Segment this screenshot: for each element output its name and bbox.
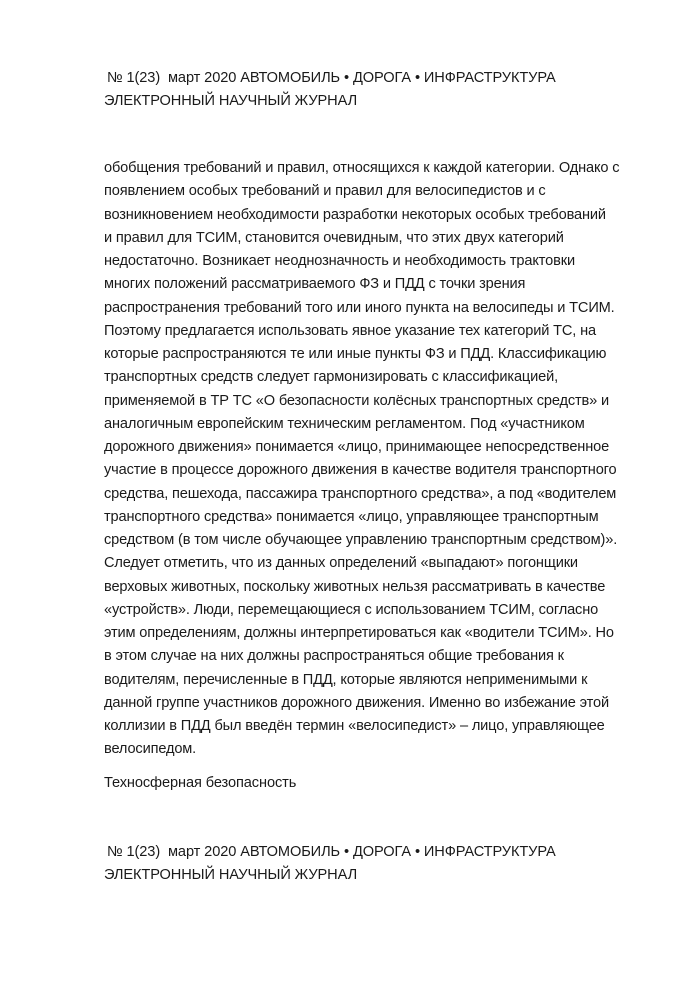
paragraph-line: транспортного средства» понимается «лицо, управляющее транспортным <box>104 508 599 525</box>
paragraph-line: транспортных средств следует гармонизировать с классификацией, <box>104 369 559 386</box>
paragraph-line: велосипедом. <box>104 741 197 758</box>
paragraph-line: Поэтому предлагается использовать явное указание тех категорий ТС, на <box>104 322 596 339</box>
paragraph-line: аналогичным европейским техническим регламентом. Под «участником <box>104 415 585 432</box>
paragraph-line: «устройств». Люди, перемещающиеся с использованием ТСИМ, согласно <box>104 601 599 618</box>
paragraph-line: участие в процессе дорожного движения в качестве водителя транспортного <box>104 462 617 479</box>
journal-header-next-page <box>104 841 556 887</box>
article-paragraph <box>104 157 619 762</box>
paragraph-line: коллизии в ПДД был введён термин «велосипедист» – лицо, управляющее <box>104 718 605 734</box>
section-label: Техносферная безопасность <box>104 775 297 791</box>
issue-line: № 1(23) март 2020 АВТОМОБИЛЬ • ДОРОГА • ИНФРАСТРУКТУРА <box>107 70 556 86</box>
paragraph-line: водителям, перечисленные в ПДД, которые являются неприменимыми к <box>104 671 588 688</box>
paragraph-line: средством (в том числе обучающее управлению транспортным средством)». <box>104 532 618 548</box>
paragraph-line: Следует отметить, что из данных определений «выпадают» погонщики <box>104 555 578 572</box>
paragraph-line: применяемой в ТР ТС «О безопасности колёсных транспортных средств» и <box>104 392 610 409</box>
paragraph-line: данной группе участников дорожного движения. Именно во избежание этой <box>104 694 609 711</box>
journal-header <box>104 67 556 113</box>
paragraph-line: обобщения требований и правил, относящихся к каждой категории. Однако с <box>104 160 620 176</box>
issue-line: № 1(23) март 2020 АВТОМОБИЛЬ • ДОРОГА • ИНФРАСТРУКТУРА <box>107 844 556 860</box>
journal-title: ЭЛЕКТРОННЫЙ НАУЧНЫЙ ЖУРНАЛ <box>104 93 358 109</box>
paragraph-line: этим определениям, должны интерпретироваться как «водители ТСИМ». Но <box>104 625 614 641</box>
paragraph-line: в этом случае на них должны распространяться общие требования к <box>104 648 564 665</box>
paragraph-line: недостаточно. Возникает неоднозначность и необходимость трактовки <box>104 253 575 269</box>
paragraph-line: дорожного движения» понимается «лицо, принимающее непосредственное <box>104 439 610 455</box>
paragraph-line: распространения требований того или иного пункта на велосипеды и ТСИМ. <box>104 299 615 316</box>
paragraph-line: и правил для ТСИМ, становится очевидным, что этих двух категорий <box>104 229 564 246</box>
journal-title: ЭЛЕКТРОННЫЙ НАУЧНЫЙ ЖУРНАЛ <box>104 867 358 883</box>
paragraph-line: верховых животных, поскольку животных нельзя рассматривать в качестве <box>104 578 606 595</box>
paragraph-line: средства, пешехода, пассажира транспортного средства», а под «водителем <box>104 485 617 502</box>
paragraph-line: появлением особых требований и правил для велосипедистов и с <box>104 183 546 200</box>
paragraph-line: возникновением необходимости разработки некоторых особых требований <box>104 206 606 223</box>
paragraph-line: многих положений рассматриваемого ФЗ и ПДД с точки зрения <box>104 276 526 293</box>
paragraph-line: которые распространяются те или иные пункты ФЗ и ПДД. Классификацию <box>104 346 607 362</box>
